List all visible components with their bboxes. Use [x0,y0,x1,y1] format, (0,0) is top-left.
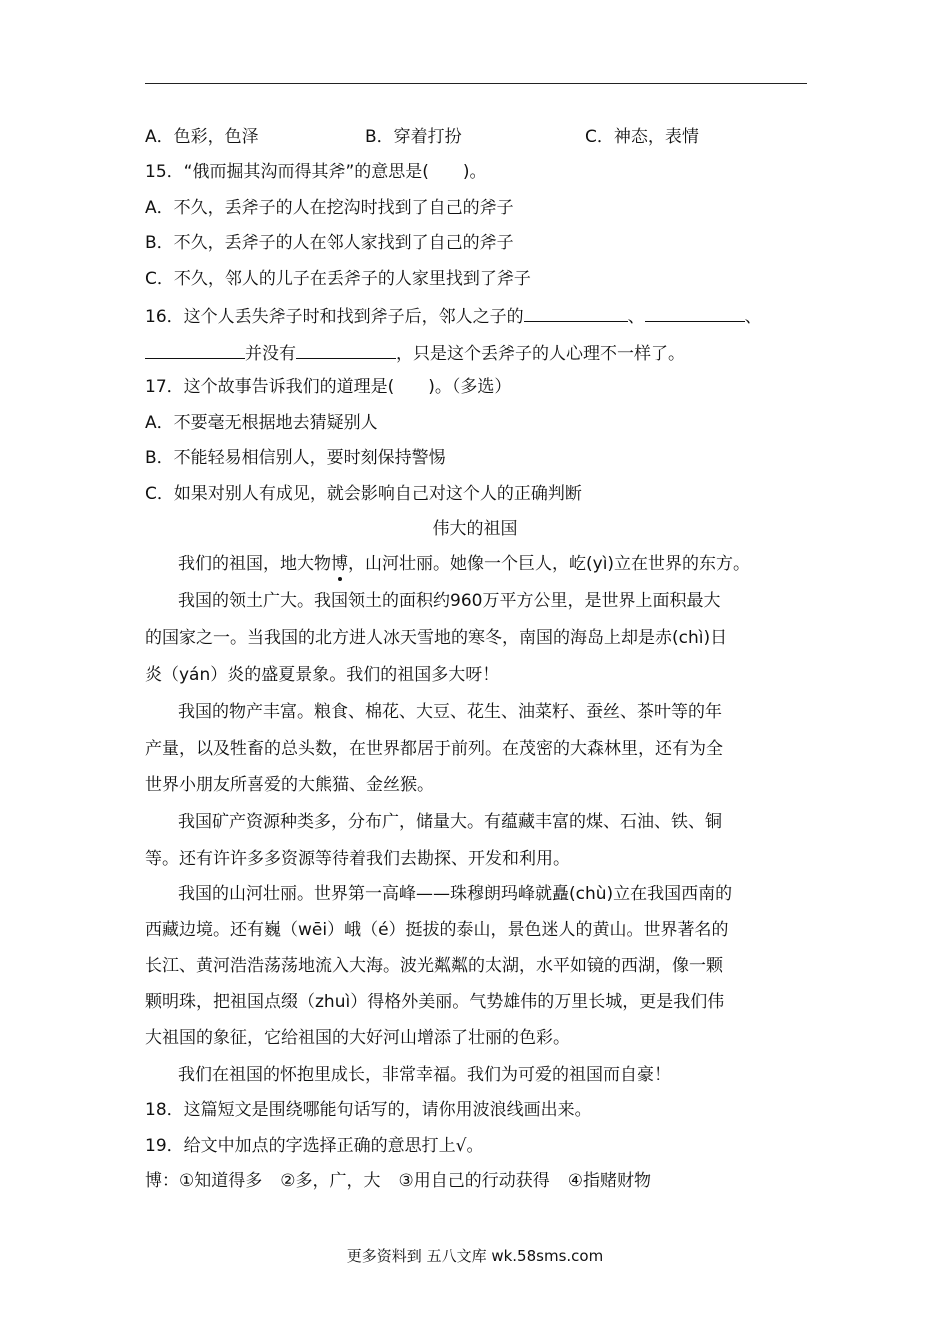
emphasis-dot-char: 博 [331,554,348,574]
q19-choice-4[interactable]: ④指赌财物 [567,1171,651,1191]
q15-option-b[interactable]: B．不久，丢斧子的人在邻人家找到了自己的斧子 [145,233,514,253]
q19-stem: 19．给文中加点的字选择正确的意思打上√。 [145,1136,484,1156]
passage-line: 颗明珠，把祖国点缀（zhuì）得格外美丽。气势雄伟的万里长城，更是我们伟 [145,992,725,1012]
passage-line: 的国家之一。当我国的北方进人冰天雪地的寒冬，南国的海岛上却是赤(chì)日 [145,628,728,648]
q15-option-a[interactable]: A．不久，丢斧子的人在挖沟时找到了自己的斧子 [145,198,514,218]
q16-line-2: 并没有 ，只是这个丢斧子的人心理不一样了。 [145,340,685,366]
passage-line: 西藏边境。还有巍（wēi）峨（é）挺拔的泰山，景色迷人的黄山。世界著名的 [145,920,729,940]
q17-stem: 17．这个故事告诉我们的道理是( )。（多选） [145,377,512,397]
passage-line: 我们在祖国的怀抱里成长，非常幸福。我们为可爱的祖国而自豪！ [178,1065,671,1085]
passage-line: 长江、黄河浩浩荡荡地流入大海。波光粼粼的太湖，水平如镜的西湖，像一颗 [145,956,723,976]
q15-stem: 15．“俄而掘其沟而得其斧”的意思是( )。 [145,162,487,182]
q16-blank-4[interactable] [296,340,396,359]
q19-choice-3[interactable]: ③用自己的行动获得 [398,1171,550,1191]
q16-blank-2[interactable] [645,303,745,322]
q15-option-c[interactable]: C．不久，邻人的儿子在丢斧子的人家里找到了斧子 [145,269,531,289]
q17-option-b[interactable]: B．不能轻易相信别人，要时刻保持警惕 [145,448,446,468]
passage-line: 产量，以及牲畜的总头数，在世界都居于前列。在茂密的大森林里，还有为全 [145,739,723,759]
q14-option-a[interactable]: A．色彩，色泽 [145,127,259,147]
q16-blank-3[interactable] [145,340,245,359]
footer-text: 更多资料到 五八文库 wk.58sms.com [346,1247,604,1265]
header-rule [145,83,807,84]
passage-line: 我国的领土广大。我国领土的面积约960万平方公里，是世界上面积最大 [178,591,721,611]
passage-line: 大祖国的象征，它给祖国的大好河山增添了壮丽的色彩。 [145,1028,570,1048]
passage-line: 世界小朋友所喜爱的大熊猫、金丝猴。 [145,775,434,795]
passage-line: 等。还有许许多多资源等待着我们去勘探、开发和利用。 [145,849,570,869]
q14-option-c[interactable]: C．神态，表情 [585,127,699,147]
q16-line-1: 16．这个人丢失斧子时和找到斧子后，邻人之子的 、 、 [145,303,762,329]
passage-line: 炎（yán）炎的盛夏景象。我们的祖国多大呀！ [145,665,500,685]
q19-choices: 博：①知道得多 ②多，广，大 ③用自己的行动获得 ④指赌财物 [145,1171,651,1191]
q18-stem: 18．这篇短文是围绕哪能句话写的，请你用波浪线画出来。 [145,1100,592,1120]
q17-option-c[interactable]: C．如果对别人有成见，就会影响自己对这个人的正确判断 [145,484,582,504]
q17-option-a[interactable]: A．不要毫无根据地去猜疑别人 [145,413,378,433]
passage-line: 我国矿产资源种类多，分布广，储量大。有蕴藏丰富的煤、石油、铁、铜 [178,812,722,832]
q16-blank-1[interactable] [524,303,628,322]
passage-paragraph-1: 我们的祖国，地大物博，山河壮丽。她像一个巨人，屹(yì)立在世界的东方。 [178,554,751,574]
q19-choice-1[interactable]: ①知道得多 [179,1171,263,1191]
passage-title: 伟大的祖国 [432,519,518,539]
q14-option-b[interactable]: B．穿着打扮 [365,127,462,147]
passage-line: 我国的山河壮丽。世界第一高峰——珠穆朗玛峰就矗(chù)立在我国西南的 [178,884,733,904]
q19-choice-2[interactable]: ②多，广，大 [280,1171,381,1191]
passage-line: 我国的物产丰富。粮食、棉花、大豆、花生、油菜籽、蚕丝、茶叶等的年 [178,702,722,722]
